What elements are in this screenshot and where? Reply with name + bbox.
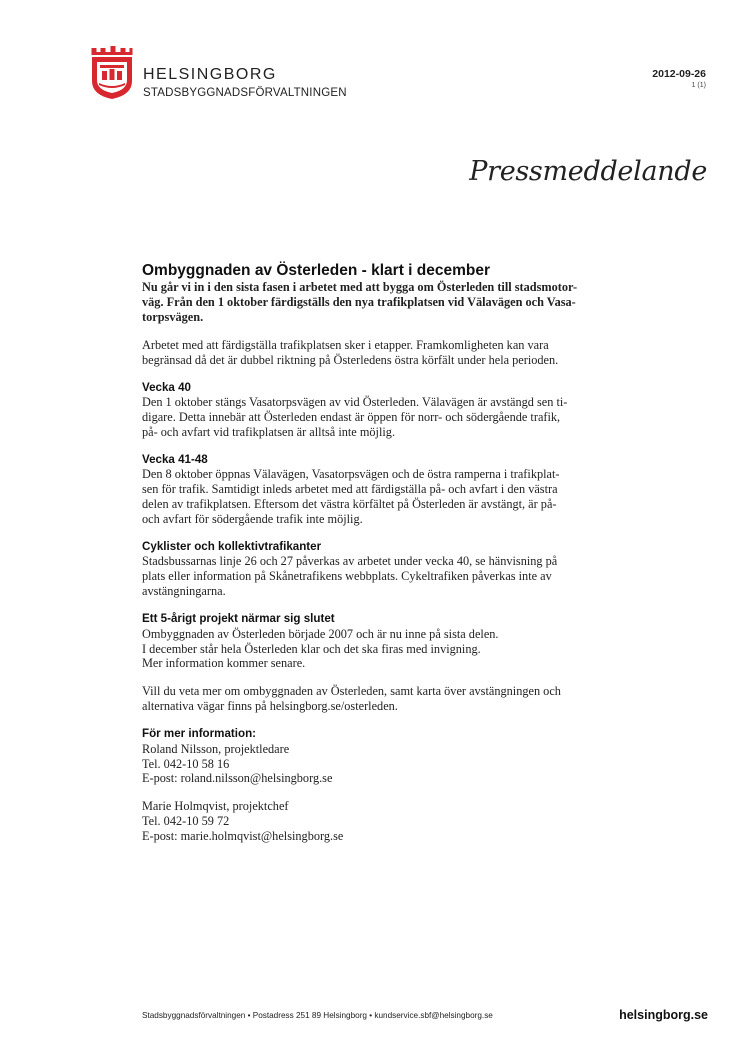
more-line: Vill du veta mer om ombyggnaden av Österleden, samt karta över avstängningen och xyxy=(142,684,561,699)
section-line: Den 1 oktober stängs Vasatorpsvägen av vid Österleden. Välavägen är avstängd sen ti- xyxy=(142,395,568,410)
contact-name: Marie Holmqvist, projektchef xyxy=(142,799,289,814)
contact-phone: Tel. 042-10 59 72 xyxy=(142,814,230,829)
contact-phone: Tel. 042-10 58 16 xyxy=(142,756,230,771)
headline: Ombyggnaden av Österleden - klart i december xyxy=(142,262,491,279)
contact-name: Roland Nilsson, projektledare xyxy=(142,741,290,756)
section-line: sen för trafik. Samtidigt inleds arbetet med att färdigställa på- och avfart i den västra xyxy=(142,482,558,497)
section-line: plats eller information på Skånetrafikens webbplats. Cykeltrafiken påverkas inte av xyxy=(142,569,552,584)
intro-line: begränsad då det är dubbel riktning på Österledens östra körfält under hela perioden. xyxy=(142,352,559,367)
section-vecka-40 xyxy=(142,381,612,440)
section-line: I december står hela Österleden klar och det ska firas med invigning. xyxy=(142,641,481,656)
section-line: avstängningarna. xyxy=(142,584,226,599)
section-vecka-41-48 xyxy=(142,453,612,527)
footer-website: helsingborg.se xyxy=(619,1008,708,1022)
contact-email: E-post: roland.nilsson@helsingborg.se xyxy=(142,771,333,786)
department-name: STADSBYGGNADSFÖRVALTNINGEN xyxy=(143,87,347,99)
document-meta xyxy=(652,68,706,90)
press-release-body xyxy=(142,262,612,857)
section-line: digare. Detta innebär att Österleden endast är öppen för norr- och södergående trafik, xyxy=(142,409,561,424)
section-line: Ombyggnaden av Österleden började 2007 och är nu inne på sista delen. xyxy=(142,626,499,641)
section-line: och avfart för södergående trafik inte möjlig. xyxy=(142,511,363,526)
lead-line: torpsvägen. xyxy=(142,309,204,324)
document-type-title: Pressmeddelande xyxy=(469,156,707,187)
helsingborg-crest-logo xyxy=(90,45,134,100)
section-line: Mer information kommer senare. xyxy=(142,656,306,671)
section-projekt xyxy=(142,612,612,671)
contact-block-2 xyxy=(142,799,612,844)
intro-paragraph xyxy=(142,338,612,368)
lead-line: Nu går vi in i den sista fasen i arbetet med att bygga om Österleden till stadsmotor- xyxy=(142,280,578,294)
brand-block xyxy=(143,66,347,100)
contact-heading: För mer information: xyxy=(142,727,257,741)
section-line: Den 8 oktober öppnas Välavägen, Vasatorpsvägen och de östra ramperna i trafikplat- xyxy=(142,467,560,482)
section-line: på- och avfart vid trafikplatsen är alltså inte möjlig. xyxy=(142,424,396,439)
document-date: 2012-09-26 xyxy=(652,68,706,80)
section-line: delen av trafikplatsen. Eftersom det västra körfältet på Österleden är avstängt, är på- xyxy=(142,497,557,512)
lead-paragraph xyxy=(142,280,612,325)
page-number: 1 (1) xyxy=(691,82,706,89)
lead-line: väg. Från den 1 oktober färdigställs den nya trafikplatsen vid Välavägen och Vasa- xyxy=(142,294,576,309)
footer-address: Stadsbyggnadsförvaltningen • Postadress 251 89 Helsingborg • kundservice.sbf@helsingborg.se xyxy=(142,1011,493,1020)
section-cyklister xyxy=(142,540,612,599)
section-heading: Cyklister och kollektivtrafikanter xyxy=(142,539,322,553)
more-info-paragraph xyxy=(142,684,612,714)
intro-line: Arbetet med att färdigställa trafikplatsen sker i etapper. Framkomligheten kan vara xyxy=(142,337,549,352)
org-name: HELSINGBORG xyxy=(143,66,277,83)
section-heading: Vecka 41-48 xyxy=(142,452,208,466)
contact-email: E-post: marie.holmqvist@helsingborg.se xyxy=(142,829,344,844)
section-heading: Ett 5-årigt projekt närmar sig slutet xyxy=(142,612,335,626)
more-line: alternativa vägar finns på helsingborg.se/osterleden. xyxy=(142,699,398,714)
section-heading: Vecka 40 xyxy=(142,380,192,394)
contact-block-1 xyxy=(142,727,612,786)
section-line: Stadsbussarnas linje 26 och 27 påverkas av arbetet under vecka 40, se hänvisning på xyxy=(142,554,558,569)
